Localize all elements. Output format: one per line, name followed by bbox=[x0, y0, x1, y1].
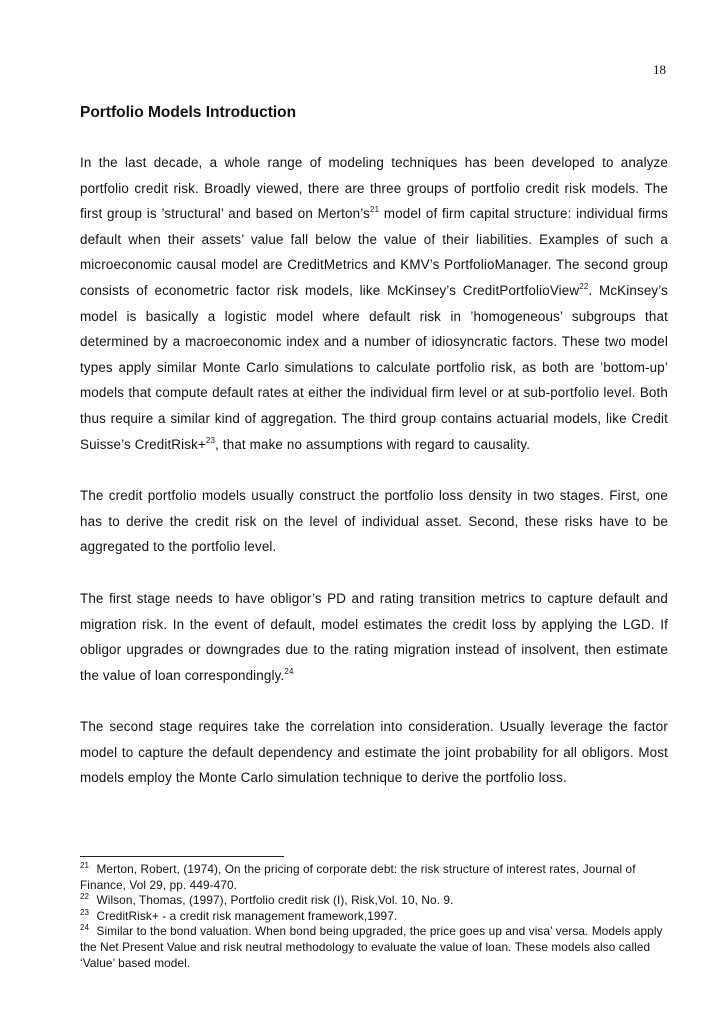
paragraph-text: , that make no assumptions with regard to causality. bbox=[215, 436, 531, 452]
paragraph-first-stage bbox=[80, 586, 668, 688]
footnote-ref-22: 22 bbox=[579, 281, 589, 291]
paragraph-intro bbox=[80, 150, 668, 457]
paragraph-two-stages bbox=[80, 483, 668, 560]
paragraph-text: The credit portfolio models usually construct the portfolio loss density in two stages. First, one has to derive the credit risk on the level of individual asset. Second, these risks have to be aggregated to the portfolio level. bbox=[80, 488, 668, 555]
footnote-22 bbox=[80, 893, 670, 909]
paragraph-text: The second stage requires take the correlation into consideration. Usually leverage the factor model to capture the default dependency and estimate the joint probability for all obligors. Most models employ the Monte Carlo simulation technique to derive the portfolio loss. bbox=[80, 719, 668, 786]
paragraph-text: . McKinsey’s model is basically a logistic model where default risk in ’homogeneous’ subgroups that determined by a macroeconomic index and a number of idiosyncratic factors. These two model types apply similar Monte Carlo simulations to calculate portfolio risk, as both are ’bottom-up’ models that compute default rates at either the individual firm level or at sub-portfolio level. Both thus require a similar kind of aggregation. The third group contains actuarial models, like Credit Suisse’s CreditRisk+ bbox=[80, 282, 668, 452]
footnote-text: Wilson, Thomas, (1997), Portfolio credit risk (I), Risk,Vol. 10, No. 9. bbox=[93, 893, 454, 908]
footnote-ref-23: 23 bbox=[205, 435, 216, 445]
footnote-number: 21 bbox=[80, 861, 90, 870]
section-title: Portfolio Models Introduction bbox=[80, 104, 297, 121]
footnote-24 bbox=[80, 924, 670, 971]
footnote-divider bbox=[80, 856, 284, 857]
footnote-text: CreditRisk+ - a credit risk management framework,1997. bbox=[93, 908, 398, 923]
footnote-number: 23 bbox=[80, 907, 90, 917]
page-number: 18 bbox=[653, 62, 666, 77]
footnote-text: Merton, Robert, (1974), On the pricing of corporate debt: the risk structure of interest rates, Journal of Finance, Vol 29, pp. 449-470. bbox=[80, 862, 636, 892]
footnote-number: 22 bbox=[80, 892, 90, 902]
footnote-number: 24 bbox=[80, 923, 90, 933]
footnote-text: Similar to the bond valuation. When bond being upgraded, the price goes up and visa’ versa. Models apply the Net Present Value and risk neutral methodology to evaluate the value of loan. These models also called ‘Value’ based model. bbox=[80, 924, 663, 970]
paragraph-text: In the last decade, a whole range of modeling techniques has been developed to analyze portfolio credit risk. Broadly viewed, there are three groups of portfolio credit risk models. The first group is ’structural’ and based on Merton’s bbox=[80, 155, 668, 222]
footnote-ref-21: 21 bbox=[369, 205, 380, 215]
main-content bbox=[80, 103, 668, 817]
paragraph-second-stage bbox=[80, 714, 668, 791]
footnote-ref-24: 24 bbox=[284, 666, 294, 676]
paragraph-text: The first stage needs to have obligor’s PD and rating transition metrics to capture default and migration risk. In the event of default, model estimates the credit loss by applying the LGD. If obligor upgrades or downgrades due to the rating migration instead of insolvent, then estimate the value of loan correspondingly. bbox=[80, 590, 668, 683]
paragraph-text: model of firm capital structure: individual firms default when their assets’ value fall below the value of their liabilities. Examples of such a microeconomic causal model are CreditMetrics and KMV’s PortfolioManager. The second group consists of econometric factor risk models, like McKinsey’s CreditPortfolioView bbox=[80, 206, 668, 298]
footnotes-section bbox=[80, 856, 670, 971]
footnote-23 bbox=[80, 909, 670, 925]
footnote-21 bbox=[80, 862, 670, 893]
